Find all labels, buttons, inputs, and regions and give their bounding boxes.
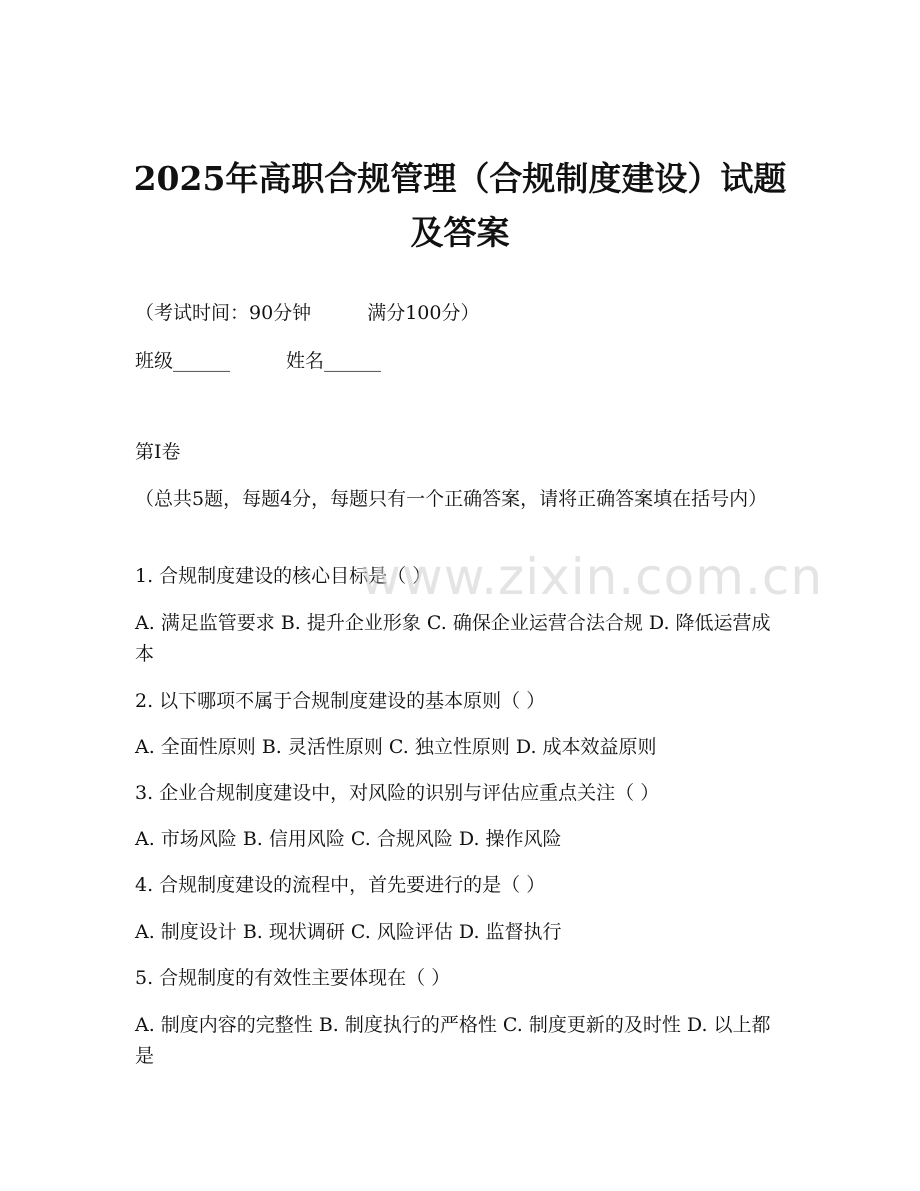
section-instructions: （总共5题，每题4分，每题只有一个正确答案，请将正确答案填在括号内） <box>135 488 768 510</box>
question-3: 3. 企业合规制度建设中，对风险的识别与评估应重点关注（ ） <box>135 782 660 804</box>
question-3-options: A. 市场风险 B. 信用风险 C. 合规风险 D. 操作风险 <box>135 828 562 850</box>
question-4: 4. 合规制度建设的流程中，首先要进行的是（ ） <box>135 874 546 896</box>
class-field: 班级______ <box>135 350 231 372</box>
question-5: 5. 合规制度的有效性主要体现在（ ） <box>135 967 451 989</box>
exam-score: 满分100分） <box>367 302 480 324</box>
watermark: www.zixin.com.cn <box>360 548 824 606</box>
exam-time: （考试时间：90分钟 <box>135 302 312 324</box>
question-4-options: A. 制度设计 B. 现状调研 C. 风险评估 D. 监督执行 <box>135 921 562 943</box>
exam-info <box>135 298 785 329</box>
name-field: 姓名______ <box>286 350 382 372</box>
student-info <box>135 346 785 377</box>
title-line-1: 2025年高职合规管理（合规制度建设）试题 <box>133 159 787 198</box>
question-5-options: A. 制度内容的完整性 B. 制度执行的严格性 C. 制度更新的及时性 D. 以上都是 <box>135 1014 771 1067</box>
question-2-options: A. 全面性原则 B. 灵活性原则 C. 独立性原则 D. 成本效益原则 <box>135 736 657 758</box>
question-1-options: A. 满足监管要求 B. 提升企业形象 C. 确保企业运营合法合规 D. 降低运营成本 <box>135 612 771 665</box>
question-1: 1. 合规制度建设的核心目标是（ ） <box>135 565 432 587</box>
title-line-2: 及答案 <box>410 213 510 252</box>
document-title <box>100 152 820 260</box>
question-2: 2. 以下哪项不属于合规制度建设的基本原则（ ） <box>135 690 546 712</box>
section-title: 第I卷 <box>135 441 181 463</box>
